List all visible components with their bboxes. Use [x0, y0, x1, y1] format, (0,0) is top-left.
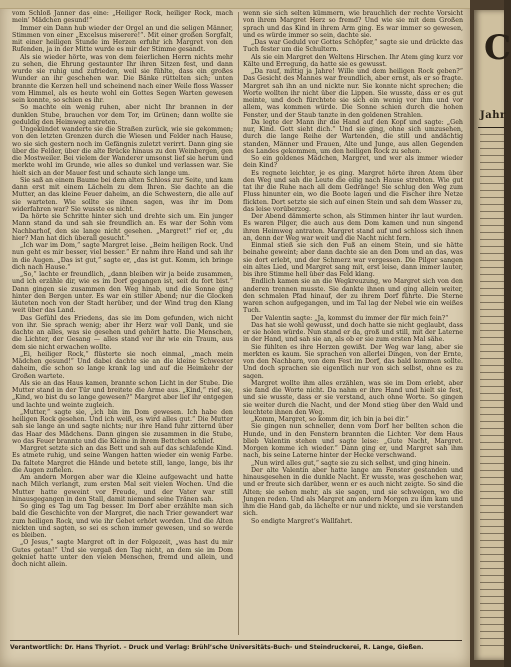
right-column-paragraph: Margret wollte ihm alles erzählen, was sie im Dom erlebt, aber sie fand die Worte nicht. Da nahm er ihre Hand und hielt sie fest, und sie wusste, dass er sie verstand, auch ohne Worte. So gingen sie weiter durch die Nacht, und der Mond stieg über den Wald und leuchtete ihnen den Weg.: [243, 379, 463, 416]
left-column-paragraph: Am andern Morgen aber war die Kleine aufgewacht und hatte nach Milch verlangt, zum ersten Mal seit vielen Wochen. Und die Mutter hatte geweint vor Freude, und der Vater war still hinausgegangen in den Stall, damit niemand seine Tränen sah.: [12, 474, 233, 503]
adjacent-page-edge: [474, 10, 511, 660]
adjacent-page-text-lines: [480, 134, 504, 650]
right-column-paragraph: wenn sie sich selten kümmern, wie brauchlich der rechte Vorsicht von ihrem Margret Herz so fremd? Und wie sie mit dem Großen sprach und das Kind in ihrem Arm ging. Es war immer so gewesen, und es würde immer so sein, dachte sie.: [243, 10, 463, 39]
left-column-paragraph: „Ei, heiliger Rock,“ flüsterte sie noch einmal, „mach mein Mädchen gesund!“ Und dabei dachte sie an die kleine Schwester daheim, die schon so lange krank lag und auf die Heimkehr der Großen wartete.: [12, 350, 233, 380]
right-column-paragraph: Endlich kamen sie an die Wegkreuzung, wo Margret sich von den anderen trennen musste. Sie dankte ihnen und ging allein weiter, den schmalen Pfad hinauf, der zu ihrem Dorf führte. Die Sterne waren schon aufgegangen, und im Tal lag der Nebel wie ein weißes Tuch.: [243, 278, 463, 315]
right-column-paragraph: „Nun wird alles gut,“ sagte sie zu sich selbst, und ging hinein.: [251, 459, 451, 467]
right-column-paragraph: „Da rauf, mittig ja Jahre! Wille und dem heiligen Rock geben?“ Das Gesicht des Mannes war freundlich, aber ernst, als er so fragte. Margret sah ihn an und nickte nur. Sie konnte nicht sprechen; die Worte wollten ihr nicht über die Lippen. Sie wusste, dass er es gut meinte, und doch fürchtete sie sich ein wenig vor ihm und vor allem, was kommen würde. Die Sonne schien durch die hohen Fenster, und der Staub tanzte in den goldenen Strahlen.: [243, 68, 463, 119]
page-top-edge: [0, 0, 470, 9]
left-column-paragraph: Als sie an das Haus kamen, brannte schon Licht in der Stube. Die Mutter stand in der Tür und breitete die Arme aus. „Kind,“ rief sie, „Kind, wo bist du so lange gewesen?“ Margret aber lief ihr entgegen und lachte und weinte zugleich.: [12, 379, 233, 409]
left-column-paragraph: Immer ein Dann hub wieder der Orgel an und die seligen Männer, Stimmen von einer „Excelsus miserere!“. Mit einer großen Sorgfalt, mit einer heiligen Stunde im Herzen erfuhr ich Margret von den Rufenden, ja in der Mitte wurde es mir der Stimme gesandt.: [12, 24, 233, 54]
adjacent-page-rule: [478, 127, 504, 128]
right-column-paragraph: Einmal stieß sie sich den Fuß an einem Stein, und sie hätte beinahe geweint; aber dann dachte sie an den Dom und an das, was sie dort erlebt, und der Schmerz war vergessen. Die Pilger sangen ein altes Lied, und Margret sang mit, erst leise, dann immer lauter, bis ihre Stimme hell über das Feld klang.: [243, 242, 463, 278]
right-column-paragraph: Es regnete leichter, je es ging. Margret hörte ihren Atem über den Weg und sah die Leute die eilig nach Hause strebten. Wie gut tat ihr die Ruhe nach all dem Gedränge! Sie schlug den Weg zum Fluss hinunter ein, wo die Boote lagen und die Fischer ihre Netze flickten. Dort setzte sie sich auf einen Stein und sah dem Wasser zu, das leise vorüberzog.: [243, 169, 463, 213]
right-column-paragraph: Als sie ein Margret den Weltens Hirschen. Ihr Atem ging kurz vor Kälte und Erregung, da hatte sie es gewusst.: [243, 53, 463, 68]
adjacent-page-initial: C: [484, 28, 511, 68]
left-column-paragraph: So machte ein wenig ruhen, aber nicht Ihr brannen in der dunklen Stube, brauchen vor dem Tor, im Grünen; dann wollte sie geduldig den Heimweg antreten.: [12, 104, 233, 126]
left-column-paragraph: Ungekündet wanderte sie die Straßen zurück, wie sie gekommen; von den letzten Grenzen durch die Wiesen und Felder nach Hause, wo sie sich gestern noch im Gefängnis zuletzt verirrt. Dann ging sie über die Felder, über die alte Brücke hinaus zu den Weinbergen, gen die Mostweiler. Bei vielem der Wanderer umsonst lief sie herum und merkte wohl im Grunde, wie alles so dunkel und verlassen war. Sie hielt sich an der Mauer fest und schaute sich lange um.: [12, 126, 233, 177]
left-column-paragraph: Als sie wieder hörte, was von dem feierlichen Herrn nichts mehr zu sehen, die Ehrung gestaunter Ihr ihren Sitzen fest, und dann wurde sie ruhig und zufrieden, weil sie fühlte, dass ein großes Wunder an ihr geschehen war. Die Bänke rüttelten sich; unten brannte die Kerzen hell und scheinend nach einer Weile floss Wasser vom Himmel, als es heute wohl ein Gottes Segen Warten gewesen sein konnte, so schien es ihr.: [12, 53, 233, 104]
left-column-paragraph: vom Schloß Janner das eine: „Heiliger Rock, heiliger Rock, mach mein’ Mädchen gesund!“: [12, 10, 233, 25]
right-column-paragraph: Das hat sie wohl gewusst, und doch hatte sie nicht geglaubt, dass er sie holen würde. Nun stand er da, groß und still, mit der Laterne in der Hand, und sah sie an, als ob er sie zum ersten Mal sähe.: [243, 321, 463, 344]
right-column-paragraph: Der Abend dämmerte schon, als Stimmen hinter ihr laut wurden. Es waren Pilger, die auch aus dem Dom kamen und nun singend ihren Heimweg antraten. Margret stand auf und schloss sich ihnen an, denn der Weg war weit und die Nacht nicht fern.: [243, 213, 463, 242]
column-divider: [238, 12, 239, 635]
right-column-paragraph: Da legte der Mann ihr die Hand auf den Kopf und sagte: „Geh nur, Kind. Gott sieht dich.“ Und sie ging, ohne sich umzusehen, durch die lange Reihe der Wartenden, die still und andächtig standen, Männer und Frauen, Alte und Junge, aus allen Gegenden des Landes gekommen, um den heiligen Rock zu sehen.: [243, 118, 463, 155]
left-column-paragraph: „Mutter,“ sagte sie, „ich bin im Dom gewesen. Ich habe den heiligen Rock gesehen. Und ich weiß, es wird alles gut.“ Die Mutter sah sie lange an und sagte nichts; nur ihre Hand fuhr zitternd über das Haar des Mädchens. Dann gingen sie zusammen in die Stube, wo das Feuer brannte und die Kleine in ihrem Bettchen schlief.: [12, 408, 233, 445]
right-column-paragraph: Sie fühlten es ihre Herzen gewißt. Der Weg war lang, aber sie merkten es kaum. Sie sprachen von allerlei Dingen, von der Ernte, von den Nachbarn, von dem Fest im Dorf, das bald kommen sollte. Und doch sprachen sie eigentlich nur von sich selbst, ohne es zu sagen.: [243, 343, 463, 380]
text-column-right: [243, 10, 463, 637]
right-column-paragraph: Der Valentin sagte: „Ja, kommst du immer der für mich fein?“: [251, 314, 449, 322]
right-column-paragraph: So endigte Margret’s Wallfahrt.: [251, 517, 353, 525]
left-column-paragraph: Da hörte sie Schritte hinter sich und drehte sich um. Ein junger Mann stand da und sah sie freundlich an. Es war der Sohn vom Nachbarhof, den sie lange nicht gesehen. „Margret!“ rief er, „du hier? Man hat dich überall gesucht.“: [12, 213, 233, 242]
right-column-paragraph: „Das war Geduld vor Gottes Schöpfer,“ sagte sie und drückte das Tuch fester um die Schultern.: [243, 39, 463, 54]
left-column-paragraph: „Ich war im Dom,“ sagte Margret leise. „Beim heiligen Rock. Und nun geht es mir besser, viel besser.“ Er nahm ihre Hand und sah ihr in die Augen. „Das ist gut,“ sagte er, „das ist gut. Komm, ich bringe dich nach Hause.“: [12, 242, 233, 271]
right-column-paragraph: Sie gingen nun schneller, denn vom Dorf her bellten schon die Hunde, und in den Fenstern brannten die Lichter. Vor dem Haus blieb Valentin stehen und sagte leise: „Gute Nacht, Margret. Morgen komme ich wieder.“ Dann ging er, und Margret sah ihm nach, bis seine Laterne hinter der Hecke verschwand.: [243, 423, 463, 460]
left-column-paragraph: So ging es Tag um Tag besser. Im Dorf aber erzählte man sich bald die Geschichte von der Margret, die nach Trier gewandert war zum heiligen Rock, und wie ihr Gebet erhört worden. Und die Alten nickten und sagten, so sei es schon immer gewesen, und so werde es bleiben.: [12, 503, 233, 539]
adjacent-page-heading: Jahr: [480, 110, 506, 121]
imprint-line: Verantwortlich: Dr. Hans Thyriot. – Druck und Verlag: Brühl’sche Universitäts-Buch- und Steindruckerei, R. Lange, Gießen.: [10, 644, 424, 651]
left-column-paragraph: Das Gefühl des Friedens, das sie im Dom gefunden, wich nicht von ihr. Sie sprach wenig; aber ihr Herz war voll Dank, und sie dachte an alles, was sie gesehen und gehört hatte. Die Menschen, die Lichter, der Gesang — alles stand vor ihr wie ein Traum, aus dem sie nicht erwachen wollte.: [12, 314, 233, 351]
left-column-paragraph: Margret setzte sich an das Bett und sah auf das schlafende Kind. Es atmete ruhig, und seine Wangen hatten wieder ein wenig Farbe. Da faltete Margret die Hände und betete still, lange, lange, bis ihr die Augen zufielen.: [12, 445, 233, 474]
left-column-paragraph: „So,“ lachte er freundlich, „dann bleiben wir ja beide zusammen, und ich erzähle dir, wie es im Dorf gegangen ist, seit du fort bist.“ Dann gingen sie zusammen den Weg hinab, und die Sonne ging hinter den Bergen unter. Es war ein stiller Abend; nur die Glocken läuteten noch von der Stadt herüber, und der Wind trug den Klang weit über das Land.: [12, 271, 233, 315]
right-column-paragraph: So ein goldenes Mädchen, Margret, und wer als immer wieder dein Kind?: [243, 155, 463, 170]
right-column-paragraph: Der alte Valentin aber hatte lange am Fenster gestanden und hinausgesehen in die dunkle Nacht. Er wusste, was geschehen war, und er freute sich darüber, wenn er es auch nicht zeigte. So sind die Alten; sie sehen mehr, als sie sagen, und sie schweigen, wo die Jungen reden. Und als Margret am andern Morgen zu ihm kam und ihm die Hand gab, da lächelte er nur und nickte, und sie verstanden sich.: [243, 466, 463, 518]
right-column-paragraph: „Komm, Margret, so komm dir, ich bin ja bei dir.“: [251, 416, 409, 423]
left-column-paragraph: Sie saß an einem Baume bei dem alten Schloss zur Seite, und kam dann erst mit einem Lächeln zu dem Ihren. Sie dachte an die Mutter, an das kleine Feuer daheim, an die Schwestern, die alle auf sie warteten. Wie sollte sie ihnen sagen, was ihr im Dom widerfahren war? Sie wusste es nicht.: [12, 176, 233, 213]
left-column-paragraph: „O Jesus,“ sagte Margret oft in der Folgezeit, „was hast du mir Gutes getan!“ Und sie vergaß den Tag nicht, an dem sie im Dom gekniet hatte unter den vielen Menschen, fremd und allein, und doch nicht allein.: [12, 539, 233, 568]
text-column-left: [12, 10, 233, 637]
imprint-rule: [10, 640, 462, 641]
